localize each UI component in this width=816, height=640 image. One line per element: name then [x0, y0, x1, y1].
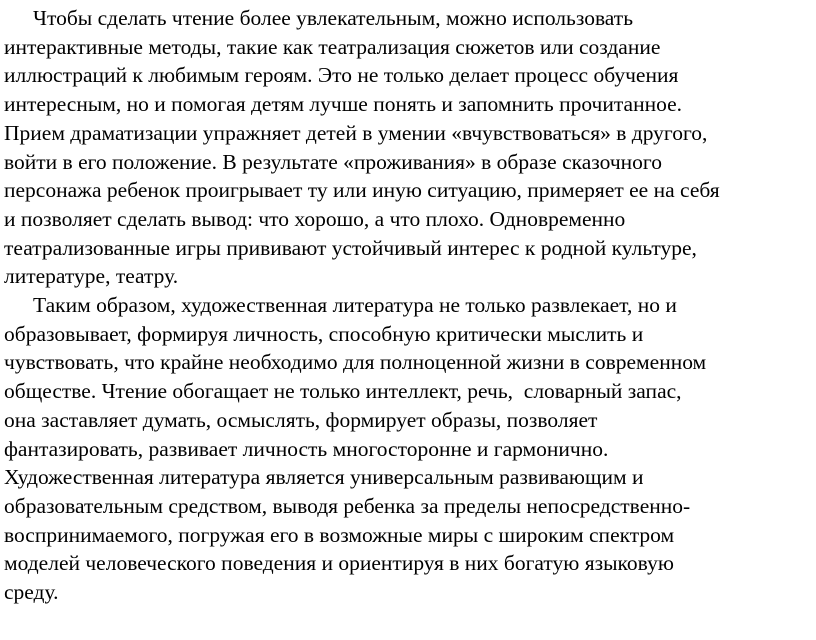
- text-line: образовательным средством, выводя ребенка за пределы непосредственно-: [4, 493, 691, 518]
- text-line: среду.: [4, 580, 59, 605]
- text-line: иллюстраций к любимым героям. Это не только делает процесс обучения: [4, 63, 679, 88]
- text-line: интересным, но и помогая детям лучше понять и запомнить прочитанное.: [4, 92, 683, 117]
- text-line: войти в его положение. В результате «проживания» в образе сказочного: [4, 149, 662, 174]
- text-line: Прием драматизации упражняет детей в умении «вчувствоваться» в другого,: [4, 120, 708, 145]
- text-line: фантазировать, развивает личность многосторонне и гармонично.: [4, 436, 609, 461]
- document-page: [4, 4, 812, 607]
- text-line: Таким образом, художественная литература не только развлекает, но и: [33, 293, 677, 318]
- text-line: литературе, театру.: [4, 264, 179, 289]
- text-line: чувствовать, что крайне необходимо для полноценной жизни в современном: [4, 350, 707, 375]
- paragraph-dramatization: [4, 4, 812, 291]
- paragraph-conclusion: [4, 291, 812, 607]
- text-line: театрализованные игры прививают устойчивый интерес к родной культуре,: [4, 235, 697, 260]
- text-line: обществе. Чтение обогащает не только интеллект, речь, словарный запас,: [4, 379, 682, 404]
- text-line: моделей человеческого поведения и ориентируя в них богатую языковую: [4, 551, 674, 576]
- text-line: и позволяет сделать вывод: что хорошо, а что плохо. Одновременно: [4, 206, 626, 231]
- text-line: Художественная литература является универсальным развивающим и: [4, 465, 644, 490]
- text-line: интерактивные методы, такие как театрализация сюжетов или создание: [4, 34, 661, 59]
- text-line: воспринимаемого, погружая его в возможные миры с широким спектром: [4, 522, 675, 547]
- text-line: образовывает, формируя личность, способную критически мыслить и: [4, 321, 644, 346]
- text-line: она заставляет думать, осмыслять, формирует образы, позволяет: [4, 407, 598, 432]
- text-line: Чтобы сделать чтение более увлекательным, можно использовать: [33, 6, 633, 30]
- text-line: персонажа ребенок проигрывает ту или иную ситуацию, примеряет ее на себя: [4, 178, 720, 203]
